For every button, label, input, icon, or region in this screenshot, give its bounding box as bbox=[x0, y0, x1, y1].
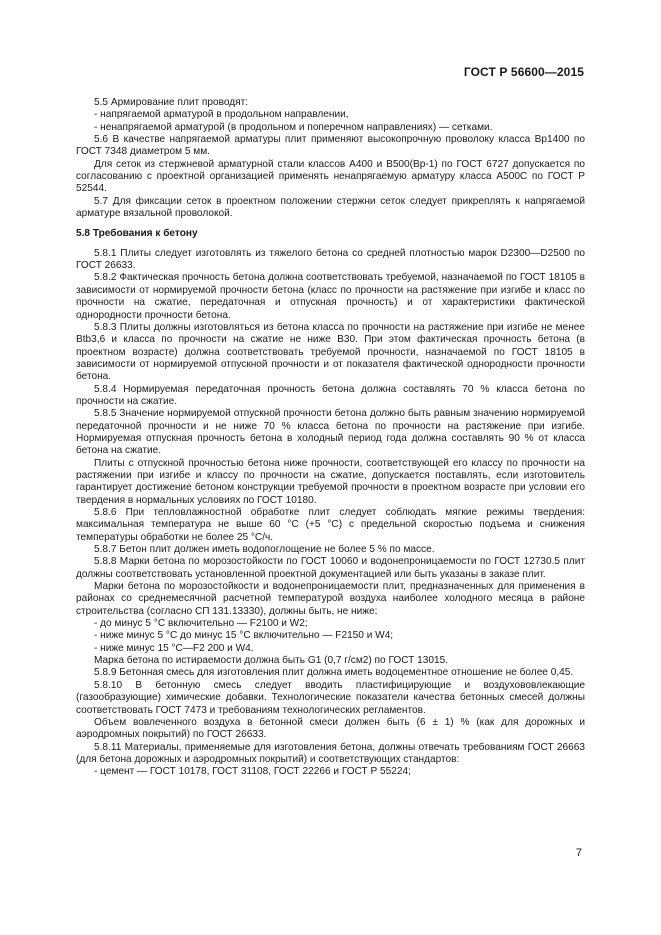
document-body bbox=[76, 97, 585, 779]
paragraph: Плиты с отпускной прочностью бетона ниже прочности, соответствующей его классу по прочности на растяжении при изгибе и классу по прочности на сжатие, допускается поставлять, если изготовитель гарантирует достижение бетоном конструкции требуемой прочности в проектном возрасте при условии его твердения в нормальных условиях по ГОСТ 10180. bbox=[76, 457, 585, 506]
paragraph: 5.8.10 В бетонную смесь следует вводить пластифицирующие и воздухововлекающие (газообразующие) химические добавки. Технологические показатели качества бетонных смесей должны соответствовать ГОСТ 7473 и требованиям технологических регламентов. bbox=[76, 679, 585, 716]
paragraph: 5.8.3 Плиты должны изготовляться из бетона класса по прочности на растяжение при изгибе не менее Btb3,6 и класса по прочности на сжатие не ниже В30. При этом фактическая прочность бетона (в проектном возрасте) должна соответствовать требуемой прочности, назначаемой по ГОСТ 18105 в зависимости от нормируемой отпускной прочности и от показателя фактической однородности прочности бетона. bbox=[76, 321, 585, 383]
list-item: - цемент — ГОСТ 10178, ГОСТ 31108, ГОСТ 22266 и ГОСТ Р 55224; bbox=[94, 766, 411, 778]
paragraph: 5.8.6 При тепловлажностной обработке плит следует соблюдать мягкие режимы твердения: максимальная температура не выше 60 °С (+5 °С) с предельной скоростью подъема и снижения температуры обработки не более 25 °С/ч. bbox=[76, 507, 585, 543]
list-item: - ниже минус 15 °С—F2 200 и W4. bbox=[94, 642, 254, 654]
paragraph: Объем вовлеченного воздуха в бетонной смеси должен быть (6 ± 1) % (как для дорожных и аэродромных покрытий) по ГОСТ 26633. bbox=[76, 716, 585, 741]
paragraph: 5.8.8 Марки бетона по морозостойкости по ГОСТ 10060 и водонепроницаемости по ГОСТ 12730.5 плит должны соответствовать установленной проектной документацией или быть указаны в заказе плит. bbox=[76, 556, 585, 580]
paragraph: 5.8.5 Значение нормируемой отпускной прочности бетона должно быть равным значению нормируемой передаточной прочности и не ниже 70 % класса бетона по прочности на растяжение при изгибе. Нормируемая отпускная прочность бетона в холодный период года должна составлять 90 % от класса бетона на сжатие. bbox=[76, 408, 585, 457]
paragraph: 5.7 Для фиксации сеток в проектном положении стержни сеток следует прикреплять к напрягаемой арматуре вязальной проволокой. bbox=[76, 195, 585, 220]
paragraph: 5.8.4 Нормируемая передаточная прочность бетона должна составлять 70 % класса бетона по прочности на сжатие. bbox=[76, 383, 585, 407]
list-item: - до минус 5 °С включительно — F2100 и W2; bbox=[94, 618, 308, 630]
paragraph: 5.8.7 Бетон плит должен иметь водопоглощение не более 5 % по массе. bbox=[94, 544, 435, 556]
paragraph: 5.8.2 Фактическая прочность бетона должна соответствовать требуемой, назначаемой по ГОСТ 18105 в зависимости от нормируемой прочности бетона (класс по прочности на растяжение при изгибе и класс по прочности на сжатие, передаточная и отпускная прочность) и от характеристики фактической однородности прочности бетона. bbox=[76, 272, 585, 321]
paragraph: 5.6 В качестве напрягаемой арматуры плит применяют высокопрочную проволоку класса Вр1400 по ГОСТ 7348 диаметром 5 мм. bbox=[76, 134, 585, 158]
section-heading: 5.8 Требования к бетону bbox=[76, 228, 198, 240]
document-header: ГОСТ Р 56600—2015 bbox=[463, 65, 584, 79]
paragraph: Для сеток из стержневой арматурной стали классов А400 и В500(Вр-1) по ГОСТ 6727 допускается по согласованию с проектной организацией применять ненапрягаемую арматуру класса А500С по ГОСТ Р 52544. bbox=[76, 158, 585, 195]
paragraph: - напрягаемой арматурой в продольном направлении, bbox=[94, 109, 349, 121]
paragraph: 5.8.1 Плиты следует изготовлять из тяжелого бетона со средней плотностью марок D2300—D2500 по ГОСТ 26633. bbox=[76, 247, 585, 272]
page-number: 7 bbox=[575, 847, 582, 859]
list-item: - ниже минус 5 °С до минус 15 °С включительно — F2150 и W4; bbox=[94, 630, 394, 642]
paragraph: 5.5 Армирование плит проводят: bbox=[94, 97, 249, 108]
paragraph: Марки бетона по морозостойкости и водонепроницаемости плит, предназначенных для применения в районах со среднемесячной расчетной температурой воздуха наиболее холодного месяца в районе строительства (согласно СП 131.13330), должны быть, не ниже: bbox=[76, 581, 585, 617]
paragraph: 5.8.9 Бетонная смесь для изготовления плит должна иметь водоцементное отношение не более 0,45. bbox=[94, 667, 574, 679]
paragraph: Марка бетона по истираемости должна быть G1 (0,7 г/см2) по ГОСТ 13015. bbox=[94, 655, 448, 667]
paragraph: - ненапрягаемой арматурой (в продольном и поперечном направлениях) — сетками. bbox=[94, 121, 493, 133]
paragraph: 5.8.11 Материалы, применяемые для изготовления бетона, должны отвечать требованиям ГОСТ 26663 (для бетона дорожных и аэродромных покрытий) и соответствующих стандартов: bbox=[76, 741, 585, 765]
